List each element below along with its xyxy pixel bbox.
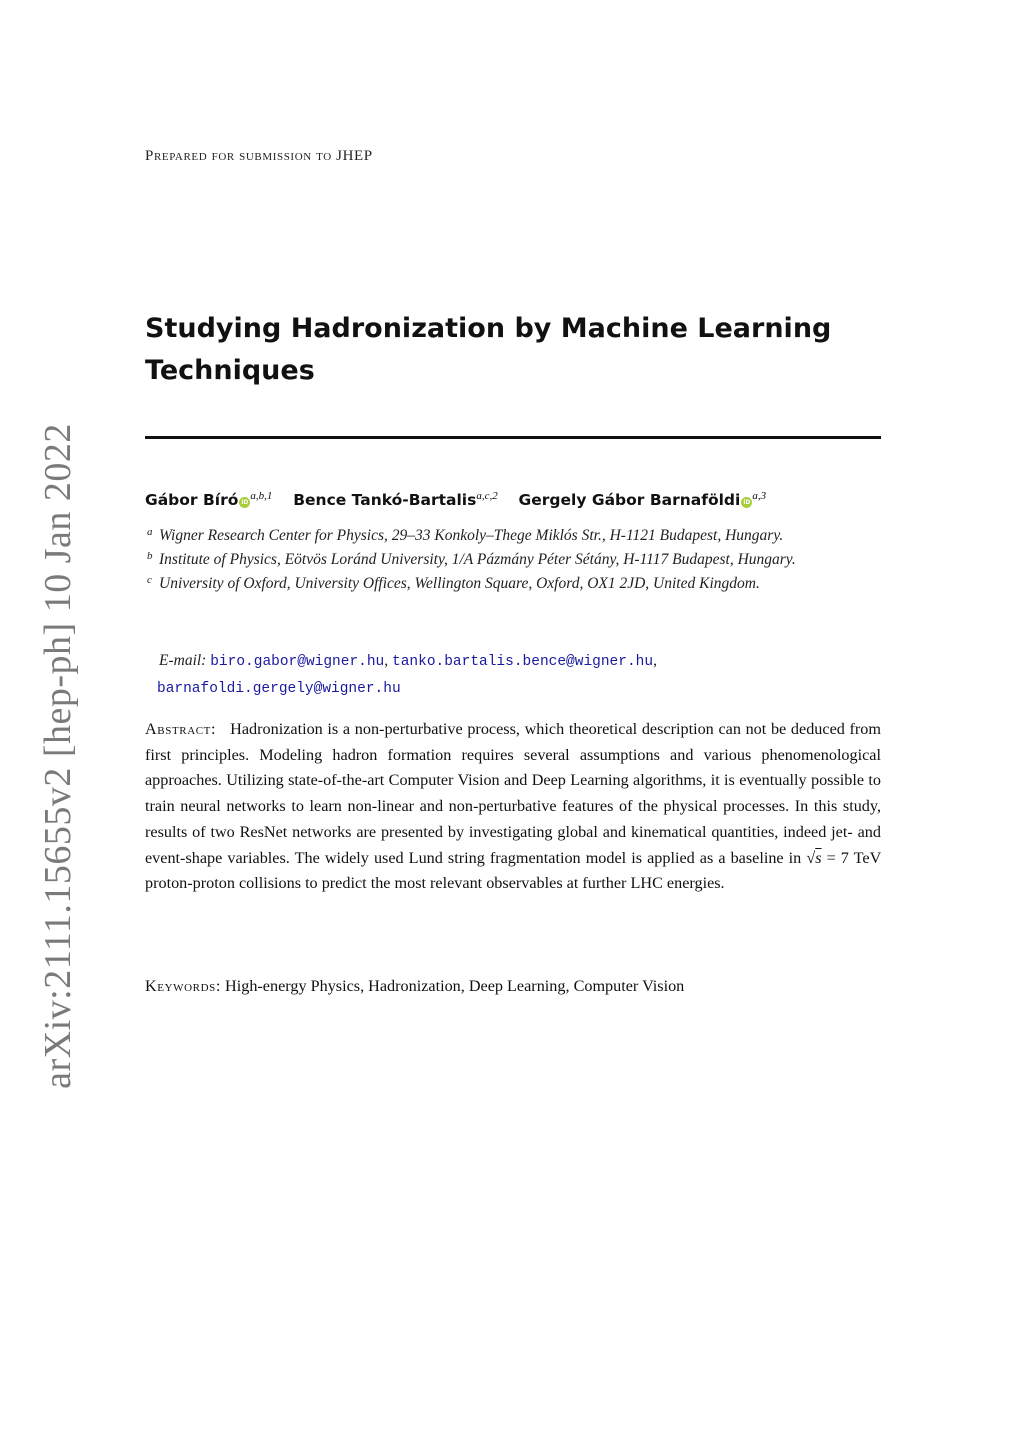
affiliation-mark: b	[147, 550, 153, 562]
author-affiliation-mark: a,b,1	[250, 490, 273, 502]
author-name: Gergely Gábor Barnaföldi	[518, 491, 741, 509]
sqrt-s-math: √s	[806, 848, 822, 867]
energy-value: = 7 TeV	[826, 848, 881, 867]
orcid-icon[interactable]: iD	[743, 499, 751, 506]
author-name: Gábor Bíró	[145, 491, 239, 509]
abstract	[145, 717, 881, 897]
author-affiliation-mark: a,3	[752, 490, 767, 502]
affiliation-text: University of Oxford, University Offices, Wellington Square, Oxford, OX1 2JD, United Kingdom.	[159, 575, 760, 592]
keywords-text: High-energy Physics, Hadronization, Deep Learning, Computer Vision	[225, 977, 685, 995]
affiliation-item	[147, 524, 883, 548]
email-link[interactable]: biro.gabor@wigner.hu	[210, 654, 385, 670]
affiliation-text: Institute of Physics, Eötvös Loránd University, 1/A Pázmány Péter Sétány, H-1117 Budapest, Hungary.	[159, 551, 796, 568]
affiliation-item	[147, 572, 883, 596]
arxiv-identifier-stamp: arXiv:2111.15655v2 [hep-ph] 10 Jan 2022	[37, 423, 79, 1089]
title-rule	[145, 436, 881, 439]
email-link[interactable]: barnafoldi.gergely@wigner.hu	[157, 681, 401, 697]
affiliation-list	[147, 524, 883, 596]
author-name: Bence Tankó-Bartalis	[293, 491, 477, 509]
journal-note: Prepared for submission to JHEP	[145, 148, 373, 164]
email-block: E-mail: biro.gabor@wigner.hu, tanko.bartalis.bence@wigner.hu, barnafoldi.gergely@wigner.hu	[157, 652, 657, 697]
orcid-icon[interactable]: iD	[241, 499, 249, 506]
paper-title: Studying Hadronization by Machine Learning Techniques	[145, 313, 832, 386]
keywords-label: Keywords:	[145, 977, 221, 995]
keywords	[145, 977, 881, 996]
abstract-text-end: proton-proton collisions to predict the most relevant observables at further LHC energies.	[145, 874, 725, 893]
author-affiliation-mark: a,c,2	[476, 490, 498, 502]
author-list	[145, 490, 766, 509]
abstract-text: Hadronization is a non-perturbative process, which theoretical description can not be deduced from first principles. Modeling hadron formation requires several assumptions and various phenomenological approaches. Utilizing state-of-the-art Computer Vision and Deep Learning algorithms, it is eventually possible to train neural networks to learn non-linear and non-perturbative features of the physical processes. In this study, results of two ResNet networks are presented by investigating global and kinematical quantities, indeed jet- and event-shape variables. The widely used Lund string fragmentation model is applied as a baseline in	[145, 720, 881, 867]
affiliation-mark: a	[147, 526, 153, 538]
abstract-label: Abstract:	[145, 720, 217, 738]
affiliation-mark: c	[147, 574, 152, 586]
email-label: E-mail:	[159, 652, 207, 669]
affiliation-item	[147, 548, 883, 572]
email-link[interactable]: tanko.bartalis.bence@wigner.hu	[392, 654, 654, 670]
affiliation-text: Wigner Research Center for Physics, 29–33 Konkoly–Thege Miklós Str., H-1121 Budapest, Hungary.	[159, 527, 784, 544]
